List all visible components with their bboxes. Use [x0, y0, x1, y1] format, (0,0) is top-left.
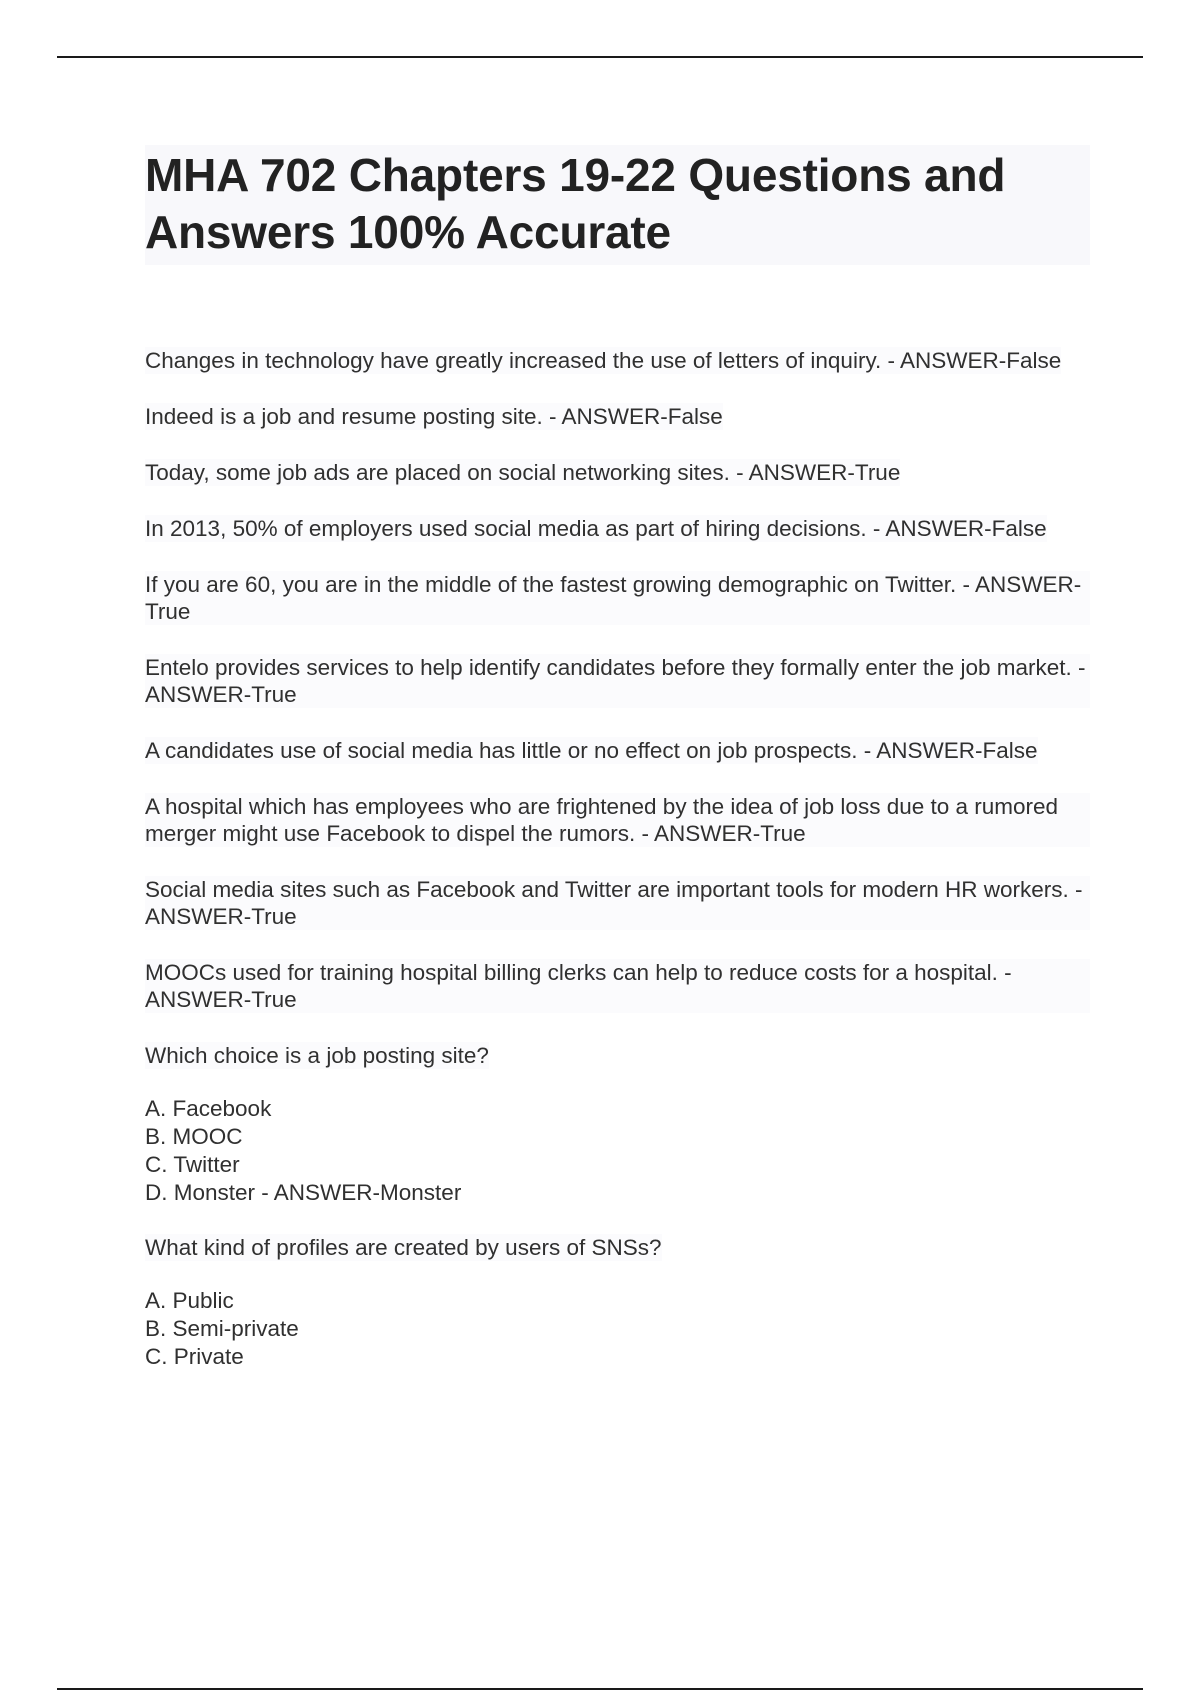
qa-item	[145, 959, 1090, 1013]
mc-option: A. Public	[145, 1288, 234, 1313]
qa-question: A candidates use of social media has little or no effect on job prospects.	[145, 738, 858, 763]
mc-option: D. Monster	[145, 1180, 256, 1205]
qa-item	[145, 793, 1090, 847]
title-block	[145, 145, 1090, 265]
qa-item	[145, 571, 1090, 625]
qa-item	[145, 403, 723, 430]
qa-question: Indeed is a job and resume posting site.	[145, 404, 543, 429]
document-title: MHA 702 Chapters 19-22 Questions and Answers 100% Accurate	[145, 149, 1006, 258]
mc-options	[145, 1095, 1090, 1207]
qa-item	[145, 515, 1047, 542]
mc-option: B. Semi-private	[145, 1316, 299, 1341]
qa-answer: - ANSWER-True	[145, 655, 1086, 707]
qa-answer: - ANSWER-True	[729, 460, 901, 485]
mc-option: C. Twitter	[145, 1152, 240, 1177]
mc-question: What kind of profiles are created by users of SNSs?	[145, 1235, 662, 1260]
top-rule	[57, 56, 1143, 58]
mc-option: A. Facebook	[145, 1096, 272, 1121]
mc-option: B. MOOC	[145, 1124, 243, 1149]
qa-list	[145, 347, 1090, 1371]
mc-option-with-answer	[145, 1179, 461, 1207]
mc-question: Which choice is a job posting site?	[145, 1043, 489, 1068]
qa-item	[145, 459, 900, 486]
bottom-rule	[57, 1688, 1143, 1690]
qa-question: If you are 60, you are in the middle of the fastest growing demographic on Twitter.	[145, 572, 957, 597]
qa-answer: - ANSWER-True	[145, 877, 1083, 929]
qa-item	[145, 654, 1090, 708]
qa-question: Changes in technology have greatly increased the use of letters of inquiry.	[145, 348, 882, 373]
qa-item	[145, 737, 1038, 764]
qa-question: Entelo provides services to help identify candidates before they formally enter the job market.	[145, 655, 1072, 680]
qa-question: In 2013, 50% of employers used social media as part of hiring decisions.	[145, 516, 867, 541]
qa-item	[145, 347, 1061, 374]
qa-answer: - ANSWER-False	[857, 738, 1038, 763]
qa-question: MOOCs used for training hospital billing clerks can help to reduce costs for a hospital.	[145, 960, 998, 985]
qa-question: Today, some job ads are placed on social networking sites.	[145, 460, 730, 485]
document-body	[145, 145, 1090, 1398]
qa-answer: - ANSWER-False	[542, 404, 723, 429]
qa-answer: - ANSWER-True	[145, 572, 1082, 624]
qa-answer: - ANSWER-False	[866, 516, 1047, 541]
qa-question: Social media sites such as Facebook and Twitter are important tools for modern HR workers.	[145, 877, 1069, 902]
qa-answer: - ANSWER-True	[635, 821, 806, 846]
qa-item	[145, 876, 1090, 930]
qa-question: A hospital which has employees who are frightened by the idea of job loss due to a rumored merger might use Facebook to dispel the rumors.	[145, 794, 1059, 846]
mc-options	[145, 1287, 1090, 1371]
qa-answer: - ANSWER-False	[881, 348, 1062, 373]
mc-answer: - ANSWER-Monster	[255, 1180, 462, 1205]
qa-answer: - ANSWER-True	[145, 960, 1012, 1012]
mc-option: C. Private	[145, 1344, 244, 1369]
